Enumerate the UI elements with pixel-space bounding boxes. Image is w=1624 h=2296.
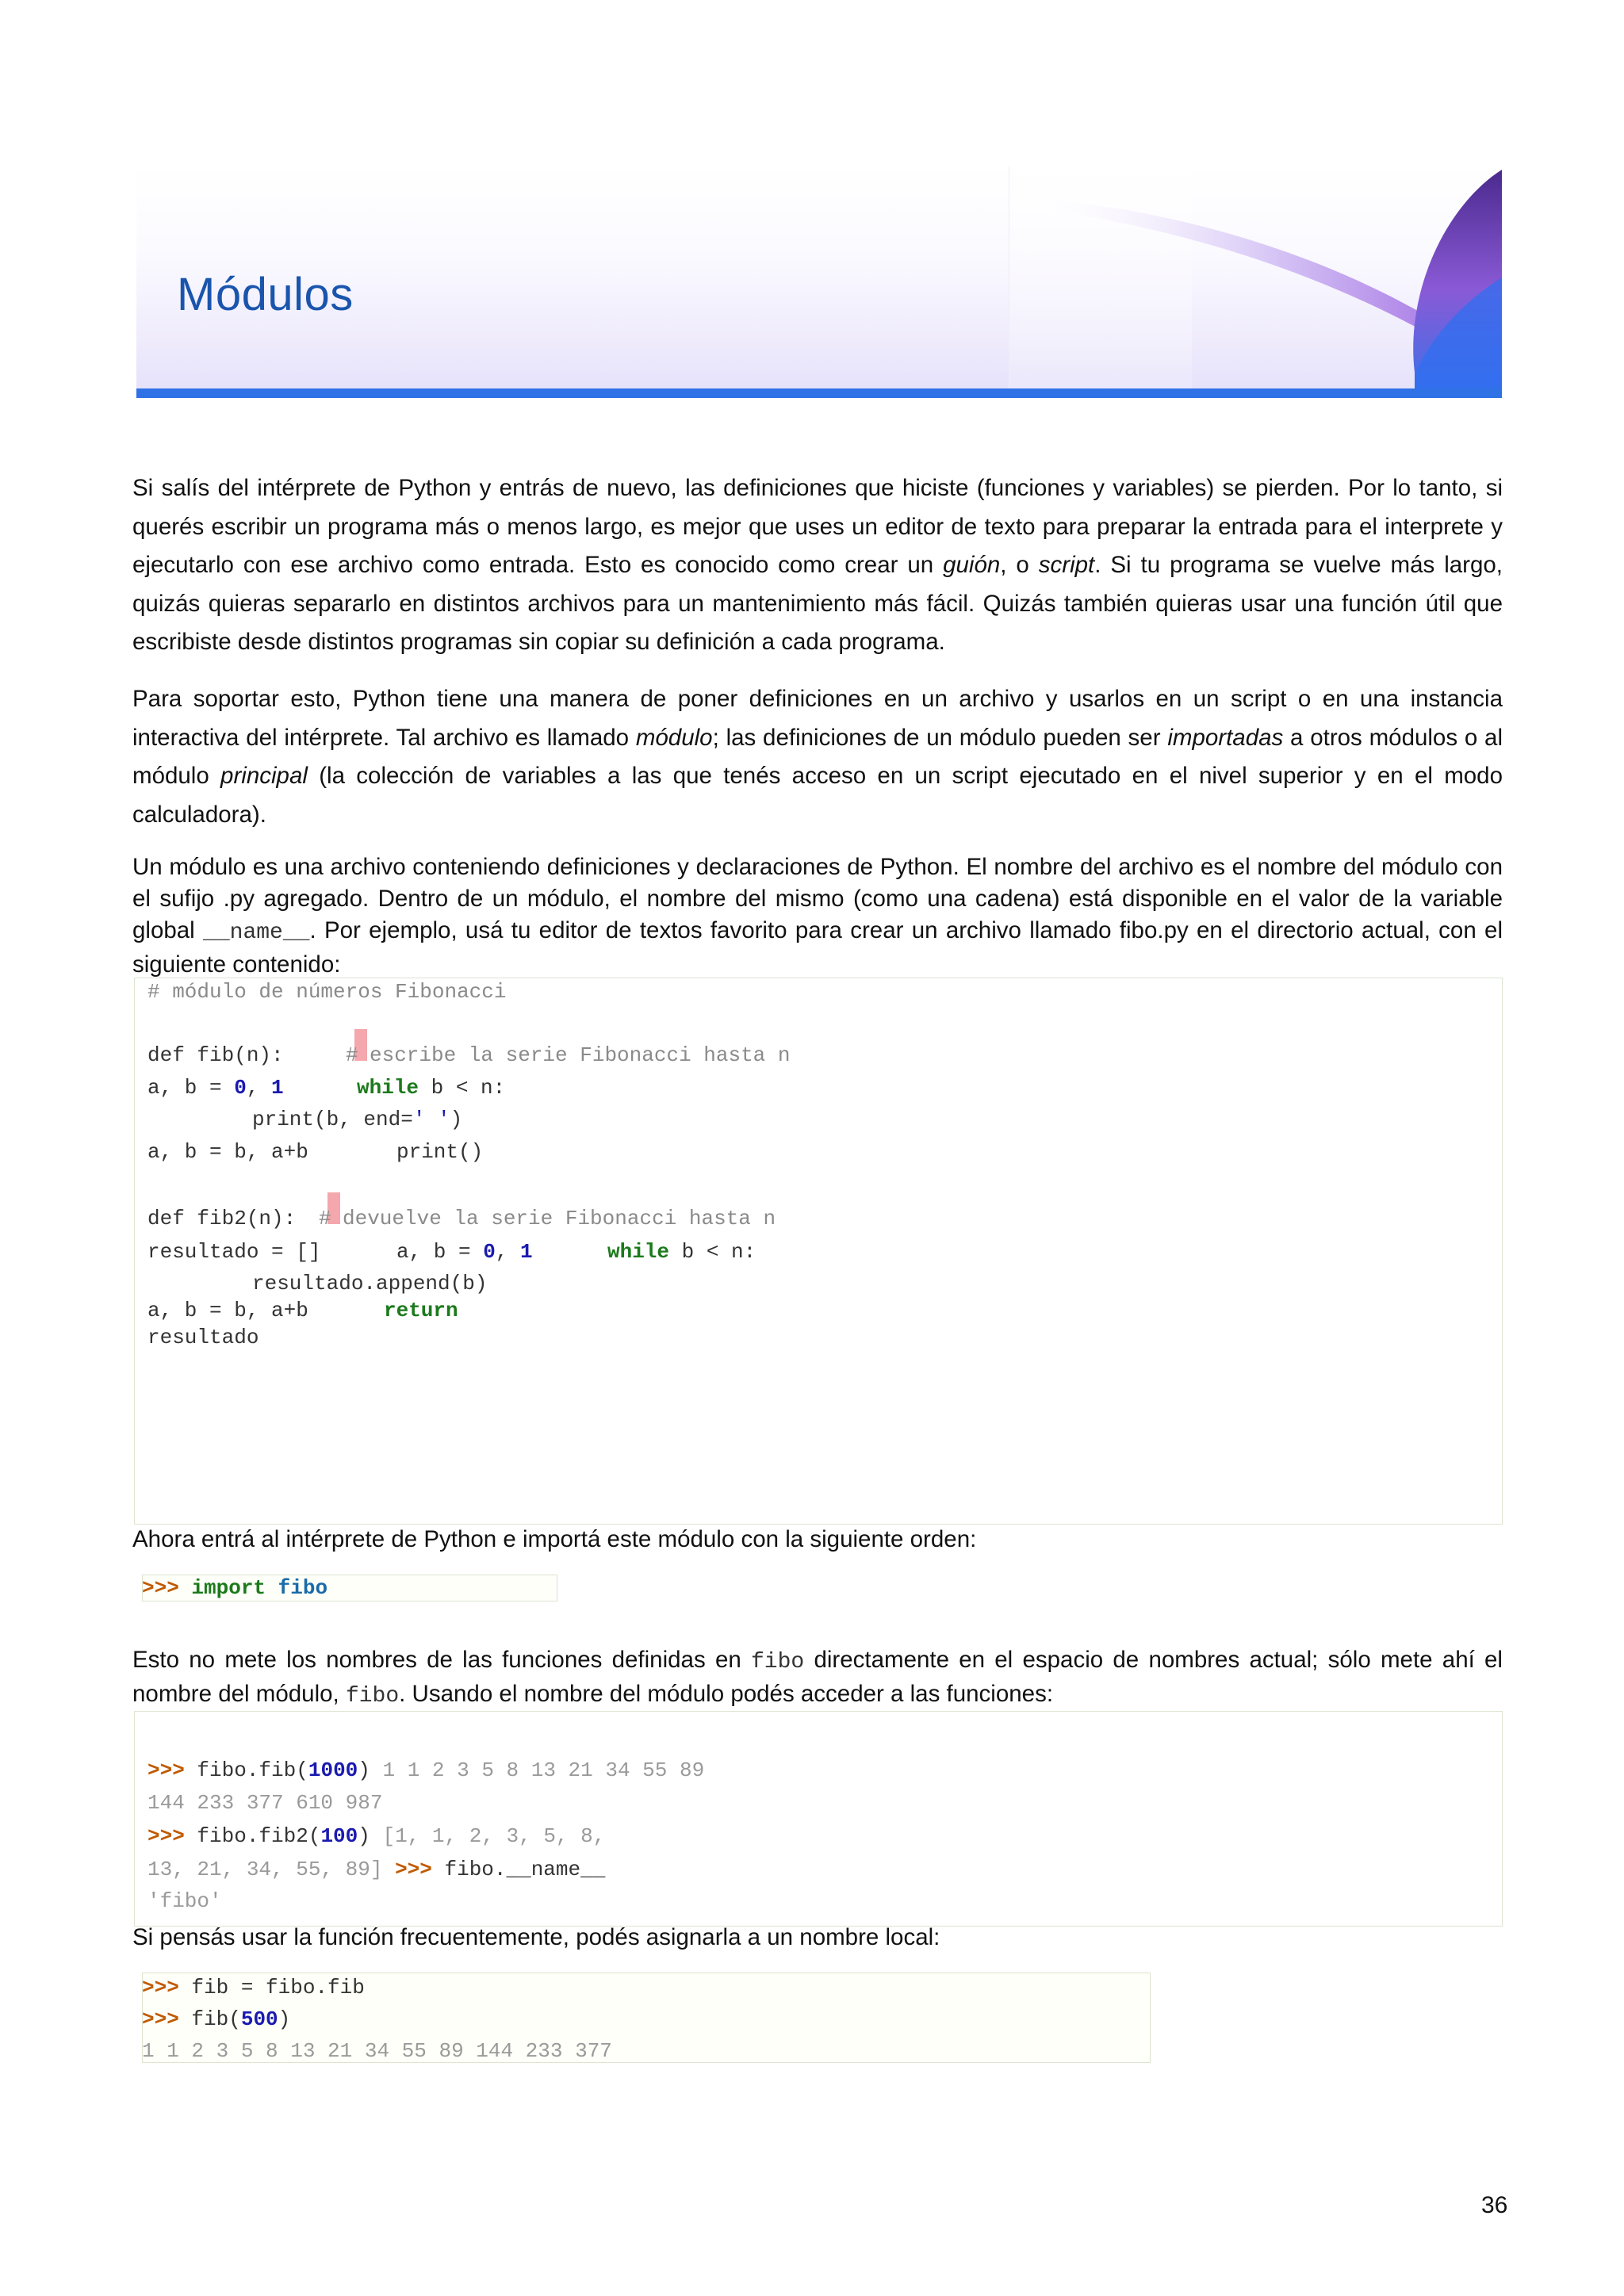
- emphasis-guion: guión: [943, 552, 1001, 578]
- code-keyword-return: return: [384, 1299, 458, 1322]
- code-comment-header: # módulo de números Fibonacci: [147, 980, 507, 1004]
- code-string: ' ': [412, 1108, 450, 1131]
- code-text: ): [358, 1758, 370, 1782]
- code-number: 0: [234, 1076, 247, 1100]
- repl-prompt: >>>: [142, 1576, 179, 1600]
- inline-code-fibo: fibo: [751, 1650, 805, 1674]
- code-line-append: resultado.append(b): [252, 1272, 488, 1295]
- inline-code-name: __name__: [203, 920, 310, 945]
- paragraph-text: a otros módulos o al módulo: [132, 724, 1503, 789]
- code-text: fibo.fib(: [197, 1758, 308, 1782]
- paragraph-text: ; las definiciones de un módulo pueden ser: [712, 724, 1168, 751]
- inline-code-fibo: fibo: [345, 1684, 400, 1709]
- repl-prompt: >>>: [147, 1824, 185, 1848]
- code-line-resultado-init: resultado = []: [147, 1240, 321, 1264]
- code-text: fibo.__name__: [444, 1858, 606, 1881]
- code-number: 100: [320, 1824, 358, 1848]
- code-text: ,: [495, 1240, 521, 1264]
- code-text: print(b, end=: [252, 1108, 413, 1131]
- emphasis-importadas: importadas: [1167, 724, 1284, 751]
- code-block-fibo: [134, 978, 1503, 1525]
- banner-underline: [136, 388, 1502, 398]
- paragraph-import-instruction: Ahora entrá al intérprete de Python e importá este módulo con la siguiente orden:: [132, 1526, 977, 1552]
- code-comment-fib: escribe la serie Fibonacci hasta n: [370, 1043, 791, 1067]
- code-line-import: [142, 1576, 327, 1600]
- code-comment-fib2: devuelve la serie Fibonacci hasta n: [343, 1207, 776, 1230]
- code-number: 500: [240, 2007, 278, 2031]
- repl-prompt: >>>: [395, 1858, 432, 1881]
- paragraph-text: . Usando el nombre del módulo podés acceder a las funciones:: [399, 1681, 1054, 1707]
- page-title: Módulos: [177, 269, 354, 320]
- code-block-calls: [134, 1711, 1503, 1927]
- emphasis-script: script: [1038, 552, 1095, 578]
- code-line-resultado: resultado: [147, 1326, 259, 1349]
- repl-prompt: >>>: [142, 2007, 179, 2031]
- code-line-out1b: 144 233 377 610 987: [147, 1791, 383, 1815]
- code-line-call2: [147, 1824, 605, 1848]
- paragraph-modules-definition: [132, 680, 1503, 834]
- code-line-call3: [147, 1858, 605, 1881]
- page-number: 36: [1481, 2192, 1508, 2218]
- paragraph-module-file: [132, 851, 1503, 981]
- code-line-assign: [142, 1976, 365, 1999]
- paragraph-text: Si salís del intérprete de Python y entrás de nuevo, las definiciones que hiciste (funciones y variables) se pierden. Por lo tanto, si querés escribir un programa más o menos largo, es mejor que uses un editor de texto para preparar la entrada para el interprete y ejecutarlo con ese archivo como entrada. Esto es conocido como crear un: [132, 475, 1503, 578]
- code-line-call1: [147, 1758, 704, 1782]
- code-line-def-fib2: def fib2(n):: [147, 1207, 297, 1230]
- paragraph-namespace: [132, 1644, 1503, 1712]
- code-keyword: while: [357, 1076, 419, 1100]
- code-text: ): [278, 2007, 291, 2031]
- repl-output: 13, 21, 34, 55, 89]: [147, 1858, 383, 1881]
- code-number: 1: [271, 1076, 284, 1100]
- code-number: 1000: [308, 1758, 358, 1782]
- code-keyword: while: [607, 1240, 670, 1264]
- code-text: b < n:: [419, 1076, 506, 1100]
- code-line-update-2: a, b = b, a+b: [147, 1299, 308, 1322]
- repl-prompt: >>>: [147, 1758, 185, 1782]
- code-while-2: [607, 1240, 756, 1264]
- code-number: 0: [483, 1240, 496, 1264]
- code-number: 1: [520, 1240, 533, 1264]
- code-line-def-fib: def fib(n):: [147, 1043, 284, 1067]
- code-line-out3: 'fibo': [147, 1889, 222, 1913]
- code-text: ): [450, 1108, 463, 1131]
- code-line-init: [147, 1076, 284, 1100]
- paragraph-text: , o: [1000, 552, 1039, 578]
- code-line-print-empty: print(): [396, 1140, 484, 1164]
- paragraph-text: (la colección de variables a las que tenés acceso en un script ejecutado en el nivel superior y en el modo calculadora).: [132, 763, 1503, 828]
- code-hash: #: [346, 1043, 358, 1067]
- code-line-call: [142, 2007, 290, 2031]
- code-module-name: fibo: [278, 1576, 328, 1600]
- paragraph-text: Para soportar esto, Python tiene una manera de poner definiciones en un archivo y usarlos en un script o en una instancia interactiva del intérprete. Tal archivo es llamado: [132, 686, 1503, 751]
- paragraph-text: . Por ejemplo, usá tu editor de textos favorito para crear un archivo llamado fibo.py en el directorio actual, con el siguiente contenido:: [132, 917, 1503, 978]
- code-line-print: [252, 1108, 462, 1131]
- paragraph-text: directamente en el espacio de nombres actual; sólo mete ahí el nombre del módulo,: [132, 1647, 1503, 1707]
- code-text: a, b =: [147, 1076, 235, 1100]
- code-text: a, b =: [396, 1240, 484, 1264]
- code-text: b < n:: [669, 1240, 756, 1264]
- code-line-output: 1 1 2 3 5 8 13 21 34 55 89 144 233 377: [142, 2039, 612, 2063]
- code-line-init-2: [396, 1240, 533, 1264]
- paragraph-text: Un módulo es una archivo conteniendo definiciones y declaraciones de Python. El nombre del archivo es el nombre del módulo con el sufijo .py agregado. Dentro de un módulo, el nombre del mismo (como una cadena) está disponible en el valor de la variable global: [132, 854, 1503, 943]
- emphasis-principal: principal: [220, 763, 308, 789]
- paragraph-intro: [132, 469, 1503, 662]
- code-hash: #: [319, 1207, 331, 1230]
- repl-output: [1, 1, 2, 3, 5, 8,: [382, 1824, 606, 1848]
- paragraph-local-name: Si pensás usar la función frecuentemente, podés asignarla a un nombre local:: [132, 1924, 940, 1950]
- paragraph-text: Esto no mete los nombres de las funciones definidas en: [132, 1647, 751, 1673]
- code-keyword: import: [191, 1576, 266, 1600]
- code-text: fib = fibo.fib: [191, 1976, 365, 1999]
- code-while: [357, 1076, 505, 1100]
- repl-output: 1 1 2 3 5 8 13 21 34 55 89: [382, 1758, 705, 1782]
- paragraph-text: . Si tu programa se vuelve más largo, quizás quieras separarlo en distintos archivos para un mantenimiento más fácil. Quizás también quieras usar una función útil que escribiste desde distintos programas sin copiar su definición a cada programa.: [132, 552, 1503, 655]
- emphasis-modulo: módulo: [635, 724, 713, 751]
- code-text: fib(: [191, 2007, 241, 2031]
- code-text: ): [358, 1824, 370, 1848]
- code-text: ,: [246, 1076, 272, 1100]
- repl-prompt: >>>: [142, 1976, 179, 1999]
- code-line-update: a, b = b, a+b: [147, 1140, 308, 1164]
- code-text: fibo.fib2(: [197, 1824, 321, 1848]
